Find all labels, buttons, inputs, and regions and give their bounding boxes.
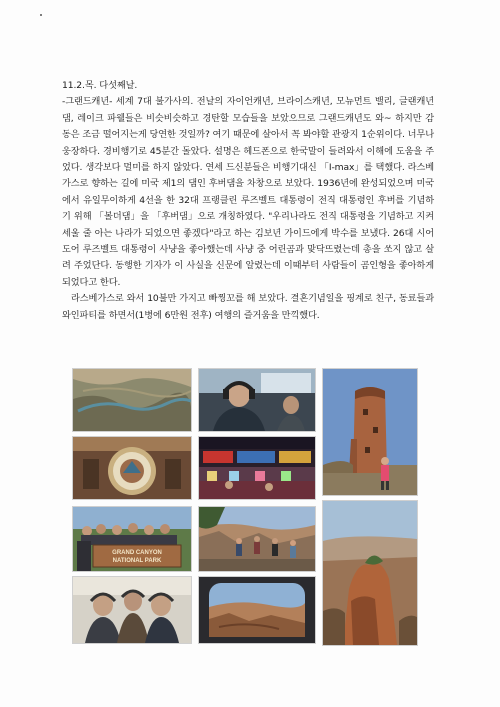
photo-imax-seal	[72, 436, 192, 500]
photo-collage	[72, 368, 416, 644]
photo-plane-passengers	[72, 576, 192, 644]
svg-text:NATIONAL PARK: NATIONAL PARK	[112, 558, 162, 564]
photo-rim-viewpoint	[198, 506, 316, 572]
photo-rock-formation	[322, 500, 418, 646]
diary-text	[62, 78, 434, 324]
photo-canyon-aerial-river	[72, 368, 192, 432]
photo-plane-cockpit-headphones	[198, 368, 316, 432]
date-heading: 11.2.목. 다섯째날.	[62, 80, 138, 91]
photo-casino-interior	[198, 436, 316, 500]
svg-text:GRAND CANYON: GRAND CANYON	[112, 550, 162, 556]
scan-dot	[40, 14, 42, 16]
photo-desert-view-watchtower	[322, 368, 418, 496]
paragraph-grand-canyon: -그랜드캐년- 세계 7대 불가사의. 전날의 자이언캐년, 브라이스캐년, 모뉴먼트 밸리, 글랜캐년 댐, 레이크 파웰들은 비슷비슷하고 경탄할 모습들을 보았으므로 그랜드캐년도 와~ 하지만 감동은 조금 떨어지는게 당연한 것일까? 여기 때문에 살아서 꼭 봐야할 관광지 1순위이다. 너무나 웅장하다. 경비행기로 45분간 돌았다. 설명은 헤드폰으로 한국말이 들려와서 이해에 도움을 주었다. 생각보다 멀미를 하지 않았다. 연세 드신분들은 비행기대신 「I-max」를 택했다. 라스베가스로 향하는 길에 미국 제1의 댐인 후버댐을 차창으로 보았다. 1936년에 완성되었으며 미국에서 유일무이하게 4선을 한 32대 프랭클린 루즈벨트 대통령이 전직 대통령인 후버를 기념하기 위해 「볼더댐」을 「후버댐」으로 개칭하였다. "우리나라도 전직 대통령을 기념하고 지켜세울 줄 아는 나라가 되었으면 좋겠다"라고 하는 김보년 가이드에게 박수를 보냈다. 26대 시어도어 루즈벨트 대통령이 사냥을 좋아했는데 사냥 중 어린곰과 맞닥뜨렸는데 총을 쏘지 않고 살려 주었단다. 동행한 기자가 이 사실을 신문에 알렸는데 이때부터 사람들이 곰인형을 좋아하게 되었다고 한다.	[62, 96, 434, 288]
photo-national-park-sign	[72, 506, 192, 572]
photo-canyon-from-window	[198, 576, 316, 644]
paragraph-las-vegas: 라스베가스로 와서 10불만 가지고 빠찡꼬를 해 보았다. 결혼기념일을 핑계로 친구, 동료들과 와인파티를 하면서(1병에 6만원 전후) 여행의 즐거움을 만끽했다.	[62, 293, 434, 321]
